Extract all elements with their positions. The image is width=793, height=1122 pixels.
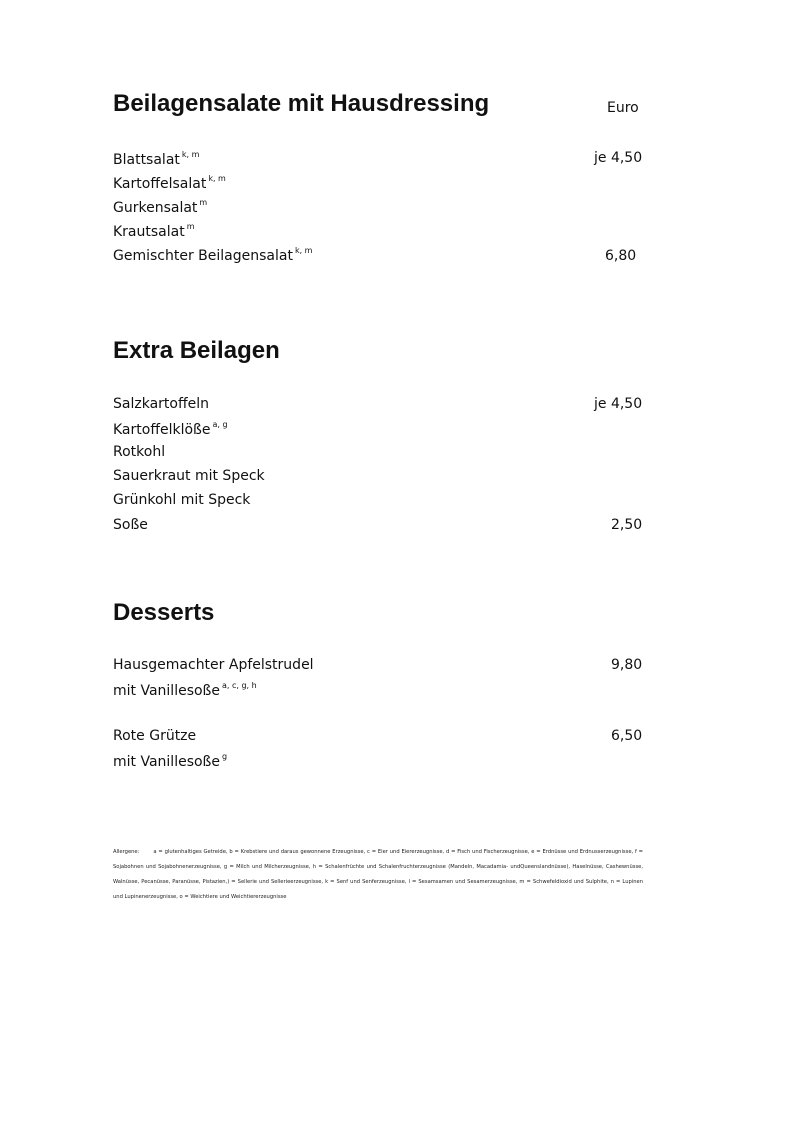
allergen-codes: a, c, g, h xyxy=(221,681,257,690)
item-name: Grünkohl mit Speck xyxy=(113,492,251,508)
allergen-codes: m xyxy=(199,198,208,207)
menu-item-krautsalat xyxy=(113,222,195,240)
menu-item-sosse xyxy=(113,517,148,533)
allergen-codes: k, m xyxy=(181,150,200,159)
price-blattsalat: je 4,50 xyxy=(594,150,643,166)
item-name: Kartoffelsalat xyxy=(113,176,207,192)
price-salzkartoffeln: je 4,50 xyxy=(594,396,643,412)
price-apfelstrudel: 9,80 xyxy=(611,657,643,673)
item-name: Sauerkraut mit Speck xyxy=(113,468,265,484)
section-title-desserts: Desserts xyxy=(113,599,215,626)
allergen-footnote xyxy=(113,845,643,905)
menu-item-rote-gruetze xyxy=(113,728,196,744)
menu-item-rote-gruetze-detail xyxy=(113,752,227,770)
menu-item-gemischter-beilagensalat xyxy=(113,246,312,264)
menu-item-apfelstrudel xyxy=(113,657,314,673)
item-description: mit Vanillesoße xyxy=(113,754,220,770)
allergen-label: Allergene: xyxy=(113,849,140,855)
item-name: Hausgemachter Apfelstrudel xyxy=(113,657,314,673)
allergen-codes: a, g xyxy=(212,420,228,429)
allergen-codes: m xyxy=(186,222,195,231)
menu-item-apfelstrudel-detail xyxy=(113,681,257,699)
menu-item-gruenkohl xyxy=(113,492,250,508)
item-name: Kartoffelklöße xyxy=(113,422,211,438)
item-name: Soße xyxy=(113,517,148,533)
item-name: Rotkohl xyxy=(113,444,166,460)
menu-item-gurkensalat xyxy=(113,198,207,216)
item-name: Rote Grütze xyxy=(113,728,197,744)
menu-item-kartoffelsalat xyxy=(113,174,226,192)
allergen-text: a = glutenhaltiges Getreide, b = Krebstiere und daraus gewonnene Erzeugnisse, c = Eier und Eiererzeugnisse, d = Fisch und Fischerzeugnisse, e = Erdnüsse und Erdnusserzeugnisse, f = Sojabohnen und Sojabohnenerzeugnisse, g = Milch und Milcherzeugnisse, h = Schalenfrüchte und Schalenfruchterzeugnisse (Mandeln, Macadamia- undQueenslandnüsse), Haselnüsse, Cashewnüsse, Walnüsse, Pecanüsse, Paranüsse, Pistazien,) = Sellerie und Sellerieerzeugnisse, k = Senf und Senferzeugnisse, l = Sesamsamen und Sesamerzeugnisse, m = Schwefeldioxid und Sulphite, n = Lupinen und Lupinenerzeugnisse, o = Weichtiere und Weichtiererzeugnisse xyxy=(113,849,643,900)
item-name: Krautsalat xyxy=(113,224,185,240)
menu-item-blattsalat xyxy=(113,150,199,168)
price-sosse: 2,50 xyxy=(611,517,643,533)
item-name: Gurkensalat xyxy=(113,200,198,216)
price-rote-gruetze: 6,50 xyxy=(611,728,643,744)
allergen-codes: k, m xyxy=(208,174,226,183)
item-name: Gemischter Beilagensalat xyxy=(113,248,293,264)
menu-item-sauerkraut xyxy=(113,468,265,484)
currency-label: Euro xyxy=(607,100,639,116)
item-name: Blattsalat xyxy=(113,152,180,168)
menu-item-salzkartoffeln xyxy=(113,396,209,412)
item-name: Salzkartoffeln xyxy=(113,396,209,412)
section-title-sides: Extra Beilagen xyxy=(113,337,280,364)
item-description: mit Vanillesoße xyxy=(113,683,220,699)
allergen-codes: g xyxy=(221,752,228,761)
price-gemischter-beilagensalat: 6,80 xyxy=(605,248,637,264)
menu-item-rotkohl xyxy=(113,444,165,460)
menu-item-kartoffelkloesse xyxy=(113,420,228,438)
section-title-salads: Beilagensalate mit Hausdressing xyxy=(113,90,490,117)
allergen-codes: k, m xyxy=(294,246,313,255)
